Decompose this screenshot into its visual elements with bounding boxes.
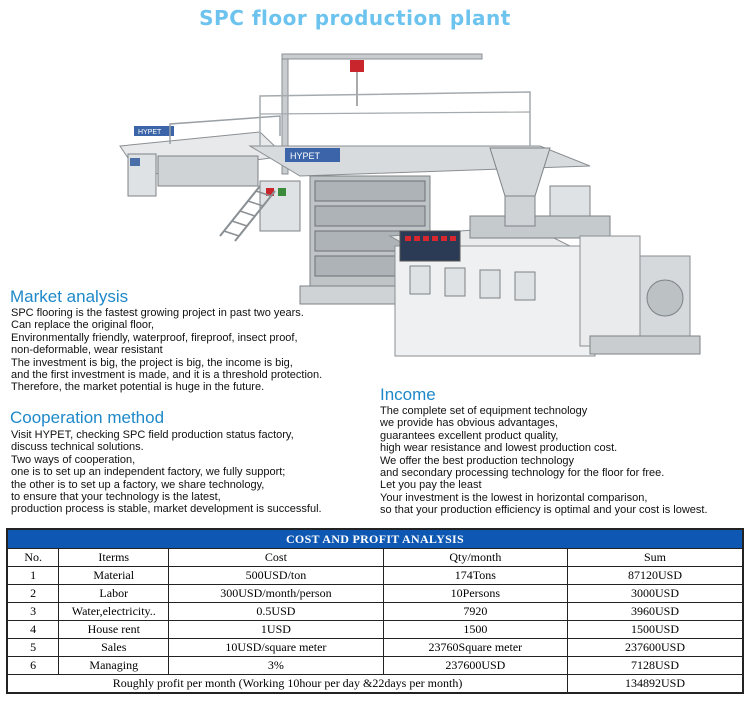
cell-cost: 3% xyxy=(169,657,383,675)
profit-label: Roughly profit per month (Working 10hour per day &22days per month) xyxy=(7,675,568,694)
table-footer-row xyxy=(7,675,743,694)
market-analysis-title: Market analysis xyxy=(10,287,129,306)
column-header-cost: Cost xyxy=(169,549,383,567)
cooperation-line: production process is stable, market development is successful. xyxy=(11,503,322,516)
cost-profit-table xyxy=(6,528,744,694)
cell-cost: 0.5USD xyxy=(169,603,383,621)
cooperation-line: one is to set up an independent factory, we fully support; xyxy=(11,466,286,479)
cooperation-line: Visit HYPET, checking SPC field production status factory, xyxy=(11,429,294,441)
cooperation-line: to ensure that your technology is the latest, xyxy=(11,491,221,504)
cell-qty: 10Persons xyxy=(383,585,567,603)
cell-no: 5 xyxy=(7,639,59,657)
table-row xyxy=(7,603,743,621)
cell-item: Sales xyxy=(59,639,169,657)
column-header-sum: Sum xyxy=(568,549,743,567)
cooperation-line: Two ways of cooperation, xyxy=(11,453,136,466)
market-line: and the first investment is made, and it is a threshold protection. xyxy=(11,369,323,382)
table-title: COST AND PROFIT ANALYSIS xyxy=(7,529,743,549)
income-title: Income xyxy=(380,385,436,404)
cell-qty: 1500 xyxy=(383,621,567,639)
cell-no: 1 xyxy=(7,567,59,585)
cell-sum: 3000USD xyxy=(568,585,743,603)
cell-sum: 87120USD xyxy=(568,567,743,585)
column-header-items: Iterms xyxy=(59,549,169,567)
cell-no: 4 xyxy=(7,621,59,639)
cell-sum: 7128USD xyxy=(568,657,743,675)
cooperation-method-title: Cooperation method xyxy=(10,408,165,427)
cooperation-method-text xyxy=(11,429,322,516)
market-line: non-deformable, wear resistant xyxy=(11,344,163,357)
market-analysis-text xyxy=(11,307,322,394)
income-line: The complete set of equipment technology xyxy=(380,405,588,417)
column-header-qty: Qty/month xyxy=(383,549,567,567)
cell-no: 3 xyxy=(7,603,59,621)
income-line: and secondary processing technology for the floor for free. xyxy=(380,467,665,480)
cell-cost: 500USD/ton xyxy=(169,567,383,585)
cell-no: 2 xyxy=(7,585,59,603)
table-row xyxy=(7,585,743,603)
cell-item: Material xyxy=(59,567,169,585)
table-row xyxy=(7,657,743,675)
cell-sum: 3960USD xyxy=(568,603,743,621)
cell-sum: 1500USD xyxy=(568,621,743,639)
cell-cost: 1USD xyxy=(169,621,383,639)
cell-item: Labor xyxy=(59,585,169,603)
cell-item: Managing xyxy=(59,657,169,675)
income-line: high wear resistance and lowest production cost. xyxy=(380,442,618,455)
cell-qty: 7920 xyxy=(383,603,567,621)
cell-qty: 23760Square meter xyxy=(383,639,567,657)
market-line: SPC flooring is the fastest growing project in past two years. xyxy=(11,307,304,319)
income-line: we provide has obvious advantages, xyxy=(380,417,558,430)
market-line: Can replace the original floor, xyxy=(11,319,155,332)
cell-item: Water,electricity.. xyxy=(59,603,169,621)
income-text xyxy=(380,405,708,517)
cell-item: House rent xyxy=(59,621,169,639)
table-row xyxy=(7,621,743,639)
table-row xyxy=(7,567,743,585)
income-line: so that your production efficiency is optimal and your cost is lowest. xyxy=(380,504,708,517)
cell-qty: 174Tons xyxy=(383,567,567,585)
market-line: The investment is big, the project is big, the income is big, xyxy=(11,356,293,369)
cell-sum: 237600USD xyxy=(568,639,743,657)
profit-value: 134892USD xyxy=(568,675,743,694)
cooperation-line: discuss technical solutions. xyxy=(11,441,144,454)
table-row xyxy=(7,639,743,657)
cell-cost: 300USD/month/person xyxy=(169,585,383,603)
cell-cost: 10USD/square meter xyxy=(169,639,383,657)
machine-brand-label-2: HYPET xyxy=(290,151,321,161)
cell-no: 6 xyxy=(7,657,59,675)
page-title: SPC floor production plant xyxy=(199,6,511,30)
cooperation-line: the other is to set up a factory, we share technology, xyxy=(11,478,265,491)
income-line: Let you pay the least xyxy=(380,479,482,492)
income-line: guarantees excellent product quality, xyxy=(380,429,559,442)
cell-qty: 237600USD xyxy=(383,657,567,675)
market-line: Environmentally friendly, waterproof, fireproof, insect proof, xyxy=(11,331,298,344)
income-line: Your investment is the lowest in horizontal comparison, xyxy=(380,491,648,504)
market-line: Therefore, the market potential is huge in the future. xyxy=(11,381,265,394)
column-header-no: No. xyxy=(7,549,59,567)
machine-brand-label-1: HYPET xyxy=(138,129,162,136)
table-header-row xyxy=(7,549,743,567)
income-line: We offer the best production technology xyxy=(380,454,575,467)
